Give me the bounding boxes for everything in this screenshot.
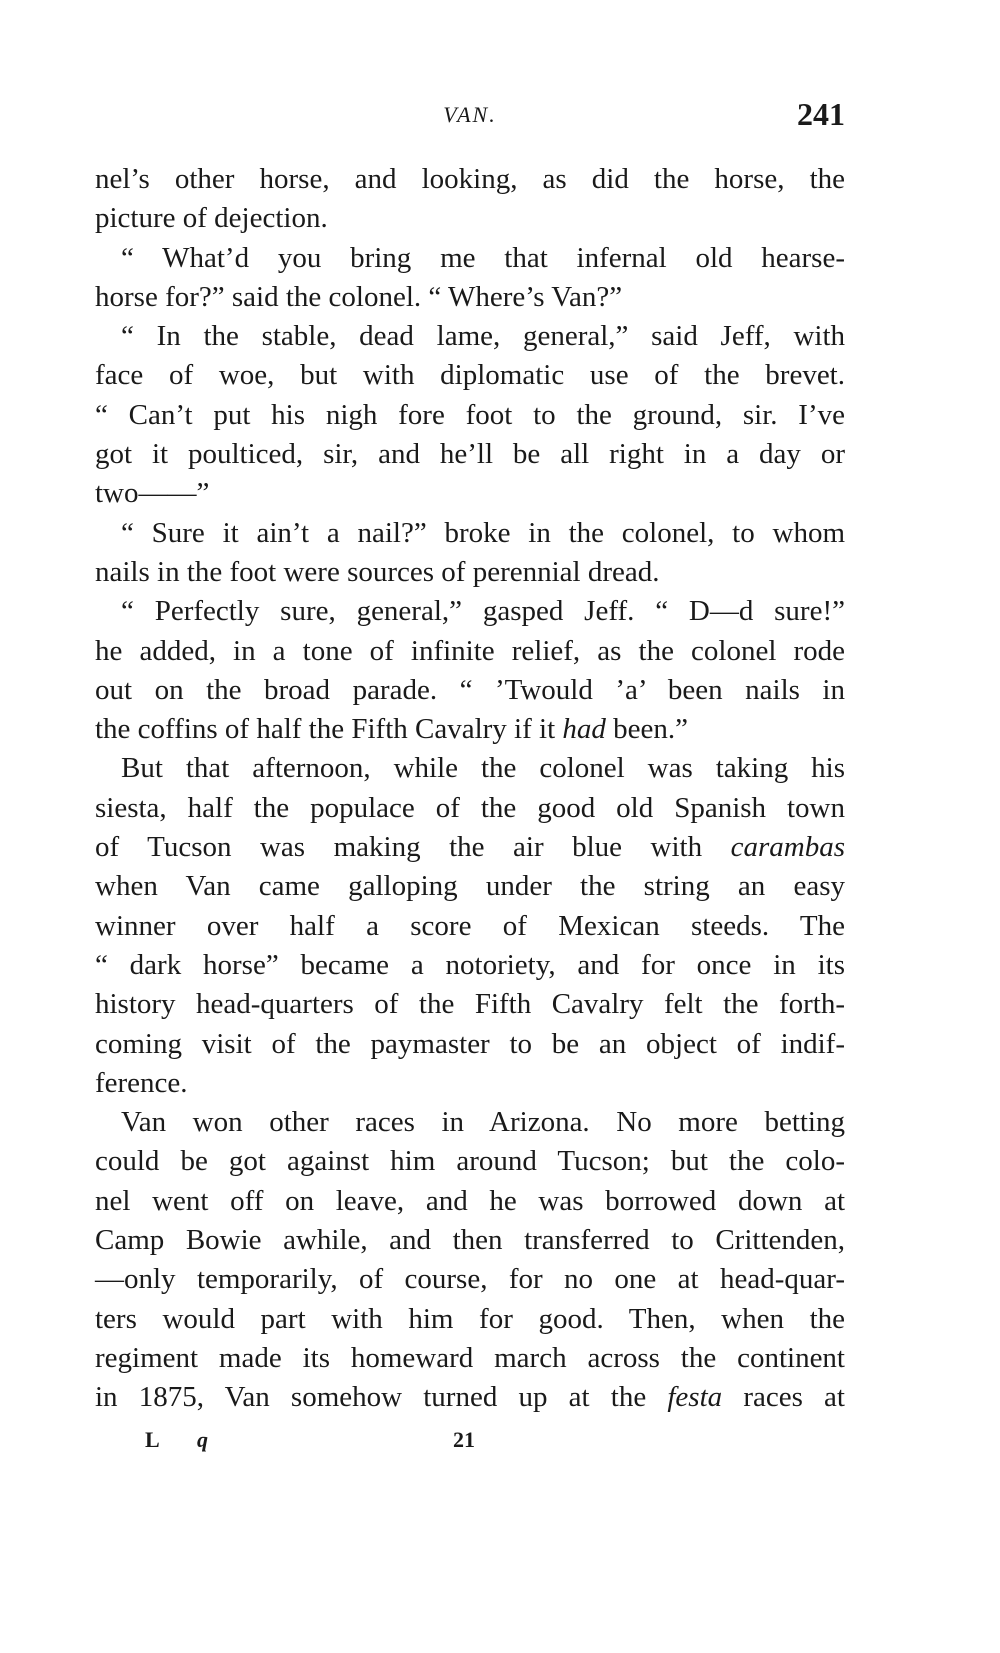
text-line: [95, 435, 845, 474]
text-line: [95, 828, 845, 867]
page-number: 241: [797, 96, 845, 132]
text-line: [95, 1378, 845, 1417]
text-line: [95, 789, 845, 828]
text-line: [95, 1182, 845, 1221]
text-line: [95, 907, 845, 946]
running-head: [95, 94, 845, 144]
text-line: [95, 671, 845, 710]
text-line: [95, 1260, 845, 1299]
text-line: [95, 1221, 845, 1260]
signature-number: 21: [453, 1427, 475, 1452]
text-segment: picture of dejection.: [95, 202, 328, 235]
text-segment: But that afternoon, while the colonel was taking his: [121, 752, 845, 785]
signature-mark: L: [145, 1427, 160, 1452]
text-line: [95, 1339, 845, 1378]
text-line: [95, 946, 845, 985]
text-line: [95, 749, 845, 788]
text-line: [95, 514, 845, 553]
text-segment: the coffins of half the Fifth Cavalry if it: [95, 713, 563, 746]
text-segment: winner over half a score of Mexican steeds. The: [95, 909, 845, 942]
text-segment: face of woe, but with diplomatic use of the brevet.: [95, 359, 845, 392]
text-segment: regiment made its homeward march across the continent: [95, 1341, 845, 1374]
text-line: [95, 396, 845, 435]
text-segment: “ Perfectly sure, general,” gasped Jeff. “ D—d sure!”: [121, 595, 845, 628]
text-segment: Camp Bowie awhile, and then transferred to Crittenden,: [95, 1224, 845, 1257]
text-segment: history head-quarters of the Fifth Cavalry felt the forth-: [95, 988, 845, 1021]
text-line: [95, 160, 845, 199]
text-line: [95, 1064, 845, 1103]
text-segment: two——”: [95, 477, 210, 510]
text-line: [95, 592, 845, 631]
text-line: [95, 985, 845, 1024]
text-segment: “ Can’t put his nigh fore foot to the ground, sir. I’ve: [95, 398, 845, 431]
text-segment: coming visit of the paymaster to be an object of indif-: [95, 1027, 845, 1060]
text-segment: out on the broad parade. “ ’Twould ’a’ been nails in: [95, 673, 845, 706]
text-segment: could be got against him around Tucson; but the colo-: [95, 1145, 845, 1178]
running-title: VAN.: [443, 102, 497, 127]
text-line: [95, 356, 845, 395]
text-segment: —only temporarily, of course, for no one at head-quar-: [95, 1263, 845, 1296]
text-line: [95, 710, 845, 749]
text-segment: when Van came galloping under the string an easy: [95, 870, 845, 903]
book-page: [95, 0, 845, 1653]
text-line: [95, 474, 845, 513]
italic-word: carambas: [730, 831, 845, 864]
text-line: [95, 867, 845, 906]
text-segment: siesta, half the populace of the good old Spanish town: [95, 791, 845, 824]
text-segment: ference.: [95, 1066, 188, 1099]
text-line: [95, 1025, 845, 1064]
text-line: [95, 1142, 845, 1181]
text-line: [95, 278, 845, 317]
text-line: [95, 1103, 845, 1142]
text-line: [95, 317, 845, 356]
text-segment: nel’s other horse, and looking, as did the horse, the: [95, 163, 845, 195]
page-footer: [95, 1427, 845, 1457]
text-line: [95, 553, 845, 592]
text-line: [95, 1300, 845, 1339]
text-segment: nails in the foot were sources of perennial dread.: [95, 555, 660, 588]
text-segment: he added, in a tone of infinite relief, as the colonel rode: [95, 634, 845, 667]
text-segment: of Tucson was making the air blue with: [95, 831, 731, 864]
text-segment: got it poulticed, sir, and he’ll be all right in a day or: [95, 438, 845, 471]
text-segment: nel went off on leave, and he was borrowed down at: [95, 1184, 845, 1217]
body-text: [95, 160, 845, 1418]
text-segment: horse for?” said the colonel. “ Where’s Van?”: [95, 280, 623, 313]
italic-word: festa: [667, 1381, 723, 1414]
text-segment: “ dark horse” became a notoriety, and for once in its: [95, 948, 845, 981]
text-segment: “ In the stable, dead lame, general,” said Jeff, with: [121, 320, 845, 353]
text-line: [95, 199, 845, 238]
text-segment: races at: [722, 1381, 845, 1414]
italic-word: had: [562, 713, 606, 746]
text-segment: Van won other races in Arizona. No more betting: [121, 1106, 845, 1139]
signature-mark-secondary: q: [197, 1427, 208, 1452]
text-line: [95, 239, 845, 278]
text-segment: “ What’d you bring me that infernal old hearse-: [121, 241, 845, 274]
text-segment: in 1875, Van somehow turned up at the: [95, 1381, 668, 1414]
text-segment: ters would part with him for good. Then, when the: [95, 1302, 845, 1335]
text-line: [95, 632, 845, 671]
text-segment: “ Sure it ain’t a nail?” broke in the colonel, to whom: [121, 516, 845, 549]
text-segment: been.”: [605, 713, 689, 746]
